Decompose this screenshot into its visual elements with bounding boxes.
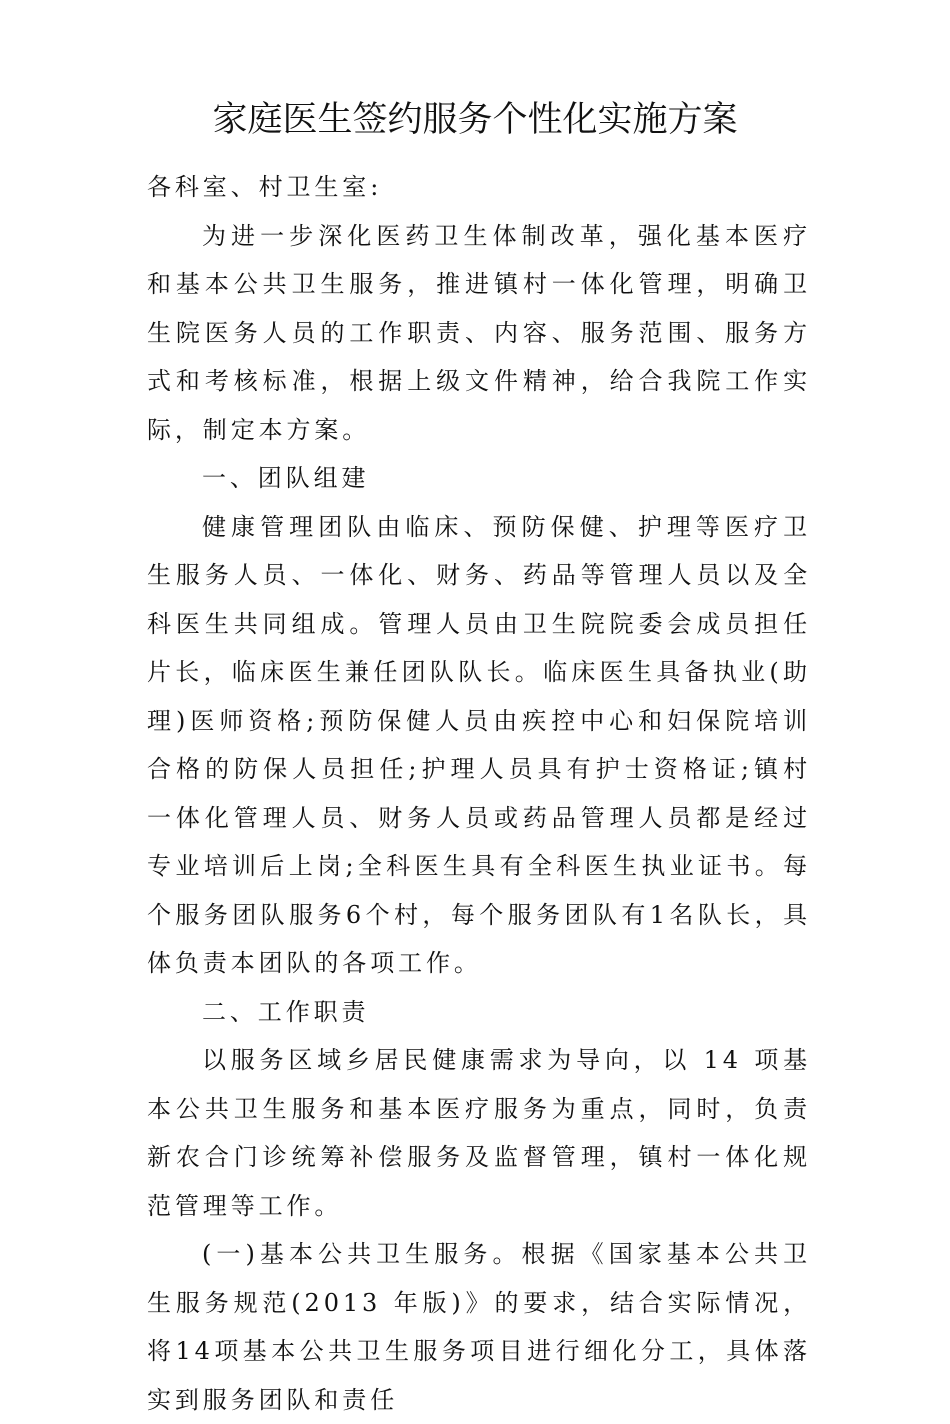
salutation: 各科室、村卫生室: [147, 173, 383, 201]
section-heading-duties: 二、工作职责 [202, 997, 370, 1026]
paragraph-public-health: (一)基本公共卫生服务。根据《国家基本公共卫生服务规范(2013 年版)》的要求，结合实际情况，将14项基本公共卫生服务项目进行细化分工，具体落实到服务团队和责任 [147, 1240, 811, 1414]
paragraph-duties: 以服务区域乡居民健康需求为导向，以 14 项基本公共卫生服务和基本医疗服务为重点，同时，负责新农合门诊统筹补偿服务及监督管理，镇村一体化规范管理等工作。 [147, 1046, 811, 1220]
document-title: 家庭医生签约服务个性化实施方案 [212, 100, 738, 140]
paragraph-team: 健康管理团队由临床、预防保健、护理等医疗卫生服务人员、一体化、财务、药品等管理人员以及全科医生共同组成。管理人员由卫生院院委会成员担任片长，临床医生兼任团队队长。临床医生具备执业(助理)医师资格;预防保健人员由疾控中心和妇保院培训合格的防保人员担任;护理人员具有护士资格证;镇村一体化管理人员、财务人员或药品管理人员都是经过专业培训后上岗;全科医生具有全科医生执业证书。每个服务团队服务6个村，每个服务团队有1名队长，具体负责本团队的各项工作。 [147, 512, 811, 977]
paragraph-intro: 为进一步深化医药卫生体制改革，强化基本医疗和基本公共卫生服务，推进镇村一体化管理，明确卫生院医务人员的工作职责、内容、服务范围、服务方式和考核标准，根据上级文件精神，给合我院工作实际，制定本方案。 [147, 221, 811, 444]
document-body [147, 163, 811, 1424]
section-heading-team: 一、团队组建 [202, 464, 370, 492]
